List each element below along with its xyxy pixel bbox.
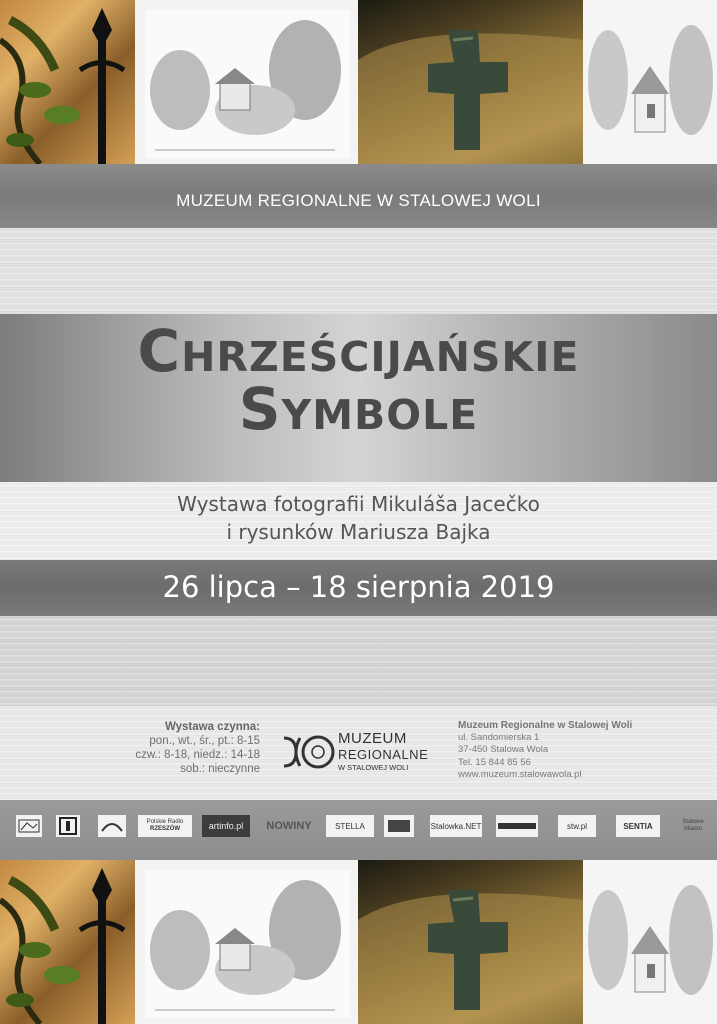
museum-name: MUZEUM REGIONALNE W STALOWEJ WOLI <box>176 191 541 210</box>
sponsor-logo <box>56 815 80 837</box>
sponsor-logo <box>496 815 538 837</box>
logo-line-3: W STALOWEJ WOLI <box>338 763 409 772</box>
wood-band <box>0 228 717 314</box>
sponsor-stalowka: Stalowka.NET <box>430 815 482 837</box>
shrine-sketch <box>583 860 717 1024</box>
chapel-sketch <box>135 860 358 1024</box>
iron-cross-photo <box>0 860 135 1024</box>
wood-band <box>0 616 717 706</box>
sponsor-logo-icon <box>58 816 78 836</box>
title-line-1: Chrześcijańskie <box>137 317 580 385</box>
subtitle-line-1: Wystawa fotografii Mikuláša Jacečko <box>177 492 540 516</box>
sponsor-artinfo: artinfo.pl <box>202 815 250 837</box>
bottom-photo-strip <box>0 860 717 1024</box>
sponsor-stella: STELLA <box>326 815 374 837</box>
sponsor-nowiny: NOWINY <box>266 820 312 832</box>
stone-cross-photo <box>358 0 583 164</box>
contact-city: 37-450 Stalowa Wola <box>458 744 549 756</box>
sponsor-logo-icon <box>498 821 536 831</box>
hours-line: czw.: 8-18, niedz.: 14-18 <box>135 749 260 761</box>
contact-phone: Tel. 15 844 85 56 <box>458 756 531 768</box>
sponsor-logo-icon <box>387 819 411 833</box>
exhibition-subtitle <box>0 490 717 546</box>
sponsor-logo <box>98 815 126 837</box>
logo-line-2: REGIONALNE <box>338 747 429 762</box>
iron-cross-photo <box>0 0 135 164</box>
exhibition-title <box>0 317 717 443</box>
hours-line: sob.: nieczynne <box>180 763 260 775</box>
hours-line: pon., wt., śr., pt.: 8-15 <box>149 735 260 747</box>
contact-heading: Muzeum Regionalne w Stalowej Woli <box>458 720 633 731</box>
sponsor-logo <box>16 815 42 837</box>
sponsor-stw: stw.pl <box>558 815 596 837</box>
sponsor-logo-icon <box>100 817 124 835</box>
museum-logo-icon <box>282 728 338 776</box>
hours-heading: Wystawa czynna: <box>164 721 260 733</box>
logo-line-1: MUZEUM <box>338 730 407 747</box>
contact-website[interactable]: www.muzeum.stalowawola.pl <box>458 768 582 780</box>
sponsor-stalowe-miasto: Stalowe Miasto <box>682 819 704 832</box>
title-line-2: Symbole <box>238 375 479 443</box>
sponsor-logo <box>384 815 414 837</box>
sponsor-logo-icon <box>18 819 40 833</box>
chapel-sketch <box>135 0 358 164</box>
stone-cross-photo <box>358 860 583 1024</box>
contact-street: ul. Sandomierska 1 <box>458 732 540 744</box>
subtitle-line-2: i rysunków Mariusza Bajka <box>226 520 491 544</box>
sponsor-label: RZESZÓW <box>150 826 180 832</box>
sponsor-label: Polskie Radio <box>146 819 184 825</box>
museum-logo <box>282 728 442 776</box>
shrine-sketch <box>583 0 717 164</box>
top-photo-strip <box>0 0 717 164</box>
sponsor-logos <box>10 815 715 843</box>
exhibition-dates: 26 lipca – 18 sierpnia 2019 <box>162 570 555 604</box>
sponsor-sentia: SENTIA <box>616 815 660 837</box>
contact-info <box>458 720 632 781</box>
opening-hours <box>130 720 260 776</box>
sponsor-polskie-radio <box>138 815 192 837</box>
